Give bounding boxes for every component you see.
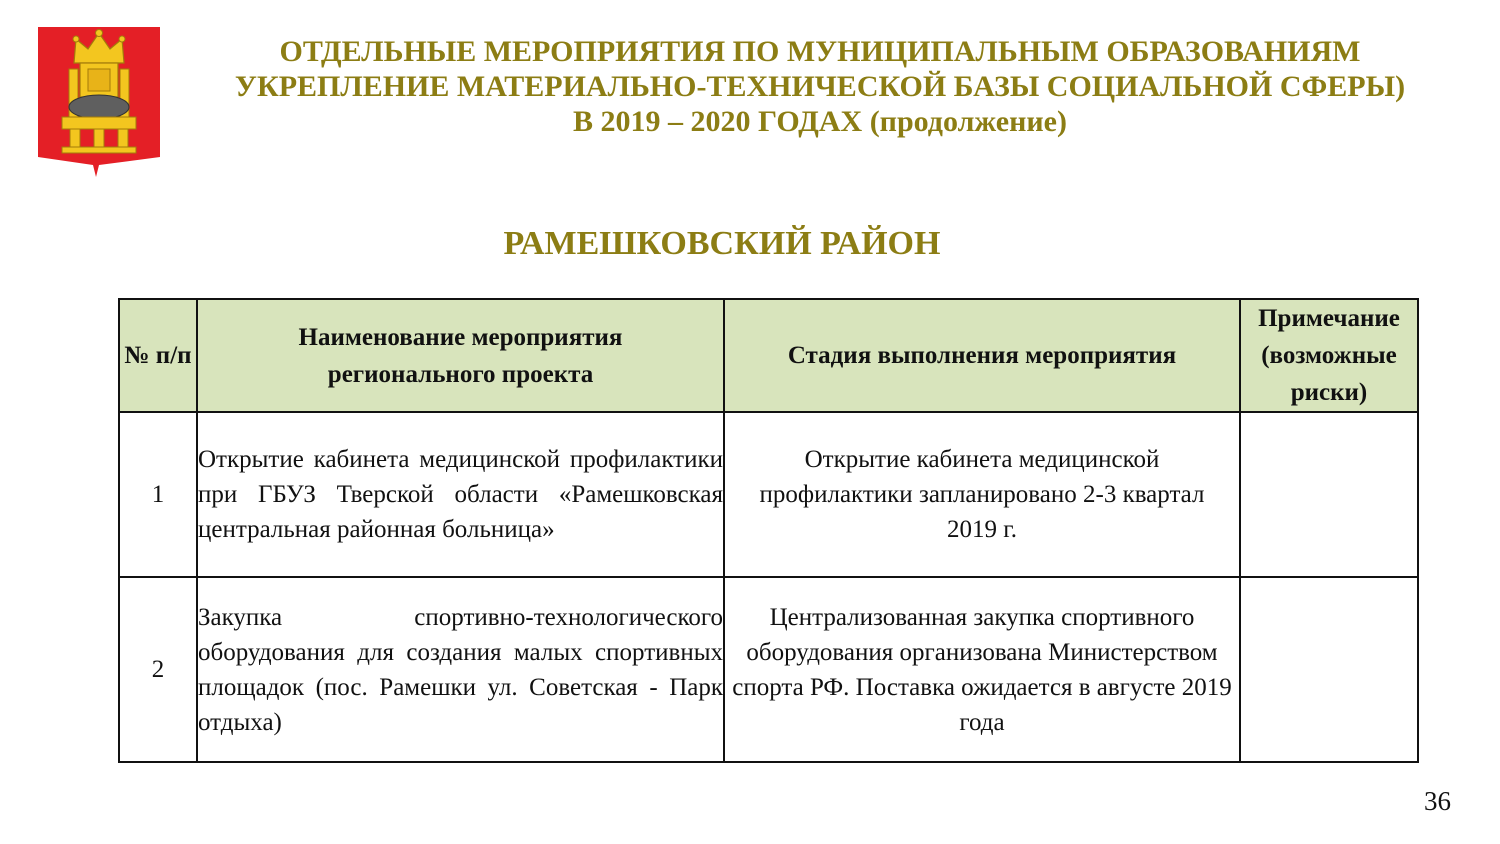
slide-header (165, 34, 1475, 139)
row-event-name: Закупка спортивно-технологического оборудования для создания малых спортивных площадок (пос. Рамешки ул. Советская - Парк отдыха) (197, 577, 724, 762)
row-note (1240, 577, 1418, 762)
header-line-2: УКРЕПЛЕНИЕ МАТЕРИАЛЬНО-ТЕХНИЧЕСКОЙ БАЗЫ СОЦИАЛЬНОЙ СФЕРЫ) (234, 70, 1406, 103)
table-row (119, 577, 1418, 762)
header-line-3: В 2019 – 2020 ГОДАХ (продолжение) (573, 105, 1067, 138)
row-num: 2 (119, 577, 197, 762)
page-number: 36 (1424, 786, 1451, 816)
header-line-1: ОТДЕЛЬНЫЕ МЕРОПРИЯТИЯ ПО МУНИЦИПАЛЬНЫМ ОБРАЗОВАНИЯМ (279, 35, 1361, 68)
row-stage: Открытие кабинета медицинской профилактики запланировано 2-3 квартал 2019 г. (724, 412, 1240, 577)
events-table (118, 298, 1419, 763)
table-header-row (119, 299, 1418, 412)
col-header-num: № п/п (119, 299, 197, 412)
tver-coat-of-arms-icon (36, 25, 162, 179)
row-num: 1 (119, 412, 197, 577)
col-header-stage: Стадия выполнения мероприятия (724, 299, 1240, 412)
district-title: РАМЕШКОВСКИЙ РАЙОН (503, 225, 941, 262)
col-header-note: Примечание (возможные риски) (1240, 299, 1418, 412)
row-stage: Централизованная закупка спортивного оборудования организована Министерством спорта РФ. Поставка ожидается в августе 2019 года (724, 577, 1240, 762)
row-note (1240, 412, 1418, 577)
col-header-name: Наименование мероприятия регионального проекта (197, 299, 724, 412)
row-event-name: Открытие кабинета медицинской профилактики при ГБУЗ Тверской области «Рамешковская центральная районная больница» (197, 412, 724, 577)
table-row (119, 412, 1418, 577)
